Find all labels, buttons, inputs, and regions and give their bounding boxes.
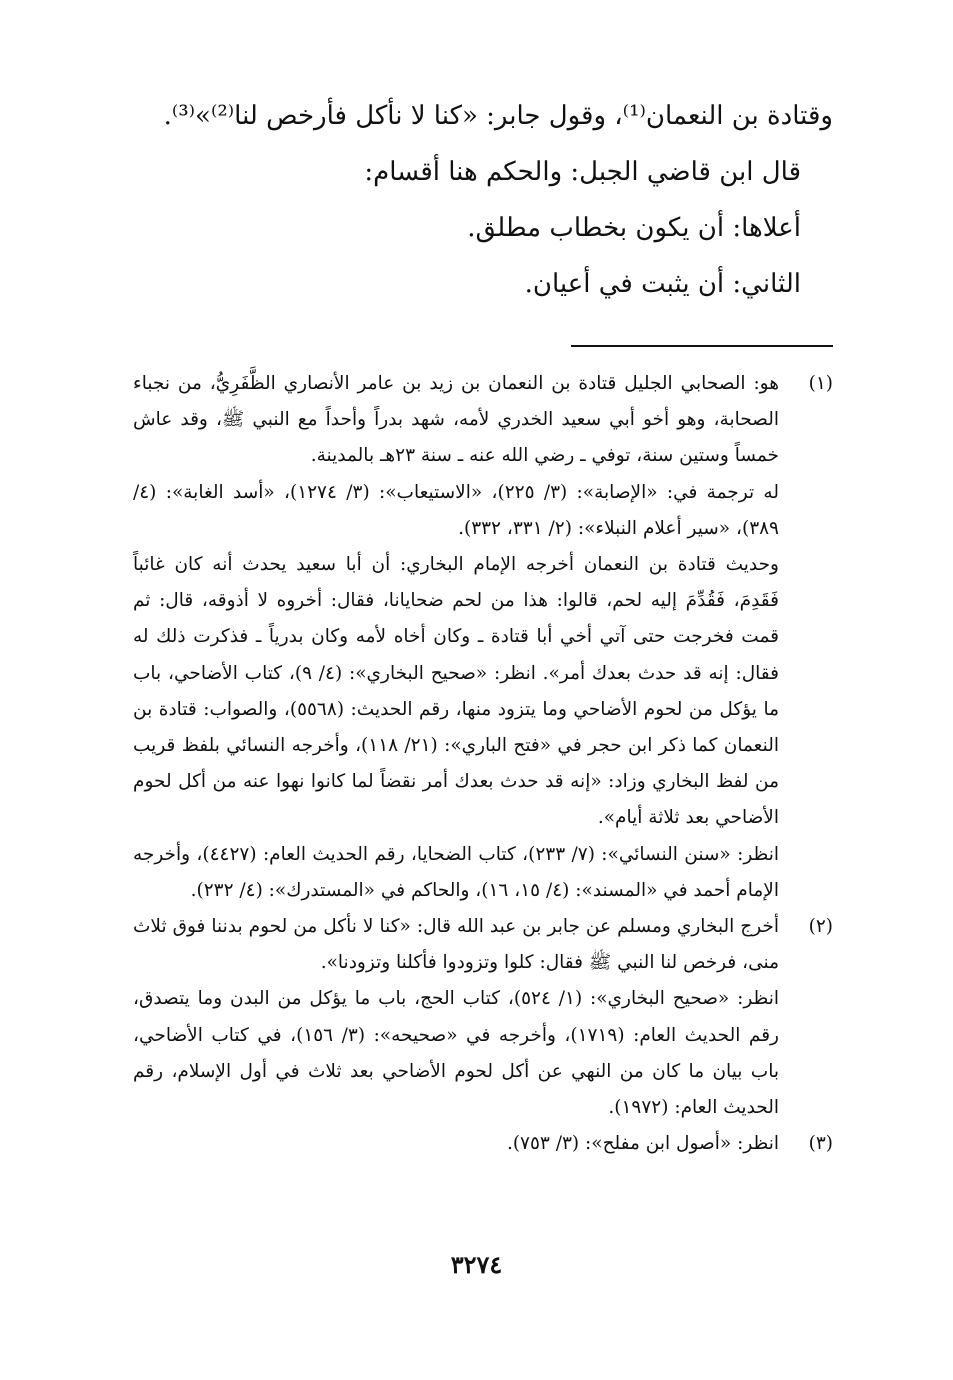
footnotes	[133, 366, 833, 1162]
footnote-separator	[571, 345, 833, 347]
footnote-paragraph: انظر: «أصول ابن مفلح»: (٣/ ٧٥٣).	[506, 1133, 779, 1155]
footnote-paragraph: هو: الصحابي الجليل قتادة بن النعمان بن زيد بن عامر الأنصاري الظَّفَرِيُّ، من نجباء الصحابة، وهو أخو أبي سعيد الخدري لأمه، شهد بدراً وأحداً مع النبي ﷺ، وقد عاش خمساً وستين سنة، توفي ـ رضي الله عنه ـ سنة ٢٣هـ بالمدينة.	[133, 373, 779, 467]
main-line: وقتادة بن النعمان⁽¹⁾، وقول جابر: «كنا لا نأكل فأرخص لنا⁽²⁾»⁽³⁾.	[163, 101, 833, 131]
footnote-3	[133, 1126, 833, 1162]
footnote-paragraph: له ترجمة في: «الإصابة»: (٣/ ٢٢٥)، «الاستيعاب»: (٣/ ١٢٧٤)، «أسد الغابة»: (٤/ ٣٨٩)، «سير أعلام النبلاء»: (٢/ ٣٣١، ٣٣٢).	[133, 481, 779, 539]
footnote-paragraph: وحديث قتادة بن النعمان أخرجه الإمام البخاري: أن أبا سعيد يحدث أنه كان غائباً فَقَدِمَ، فَقُدِّمَ إليه لحم، قالوا: هذا من لحم ضحايانا، فقال: أخروه لا أذوقه، قال: ثم قمت فخرجت حتى آتي أخي أبا قتادة ـ وكان أخاه لأمه وكان بدرياً ـ فذكرت ذلك له فقال: إنه قد حدث بعدك أمر». انظر: «صحيح البخاري»: (٤/ ٩)، كتاب الأضاحي، باب ما يؤكل من لحوم الأضاحي وما يتزود منها، رقم الحديث: (٥٥٦٨)، والصواب: قتادة بن النعمان كما ذكر ابن حجر في «فتح الباري»: (٢١/ ١١٨)، وأخرجه النسائي بلفظ قريب من لفظ البخاري وزاد: «إنه قد حدث بعدك أمر نقضاً لما كانوا نهوا عنه من أكل لحوم الأضاحي بعد ثلاثة أيام».	[133, 554, 779, 829]
page-number: ٣٢٧٤	[450, 1250, 503, 1279]
footnote-paragraph: أخرج البخاري ومسلم عن جابر بن عبد الله قال: «كنا لا نأكل من لحوم بدننا فوق ثلاث منى، فرخص لنا النبي ﷺ فقال: كلوا وتزودوا فأكلنا وتزودنا».	[133, 916, 779, 974]
footnote-number: (٣)	[808, 1133, 833, 1155]
footnote-number: (٢)	[808, 916, 833, 938]
main-line: قال ابن قاضي الجبل: والحكم هنا أقسام:	[364, 157, 801, 187]
main-line: الثاني: أن يثبت في أعيان.	[524, 269, 801, 299]
main-text	[133, 88, 833, 312]
footnote-paragraph: انظر: «سنن النسائي»: (٧/ ٢٣٣)، كتاب الضحايا، رقم الحديث العام: (٤٤٢٧)، وأخرجه الإمام أحمد في «المسند»: (٤/ ١٥، ١٦)، والحاكم في «المستدرك»: (٤/ ٢٣٢).	[133, 843, 779, 901]
footnote-2	[133, 909, 833, 1126]
main-line: أعلاها: أن يكون بخطاب مطلق.	[467, 213, 801, 243]
footnote-1	[133, 366, 833, 909]
footnote-number: (١)	[808, 373, 833, 394]
footnote-paragraph: انظر: «صحيح البخاري»: (١/ ٥٢٤)، كتاب الحج، باب ما يؤكل من البدن وما يتصدق، رقم الحديث العام: (١٧١٩)، وأخرجه في «صحيحه»: (٣/ ١٥٦)، في كتاب الأضاحي، باب بيان ما كان من النهي عن أكل لحوم الأضاحي بعد ثلاث في أول الإسلام، رقم الحديث العام: (١٩٧٢).	[133, 988, 779, 1119]
